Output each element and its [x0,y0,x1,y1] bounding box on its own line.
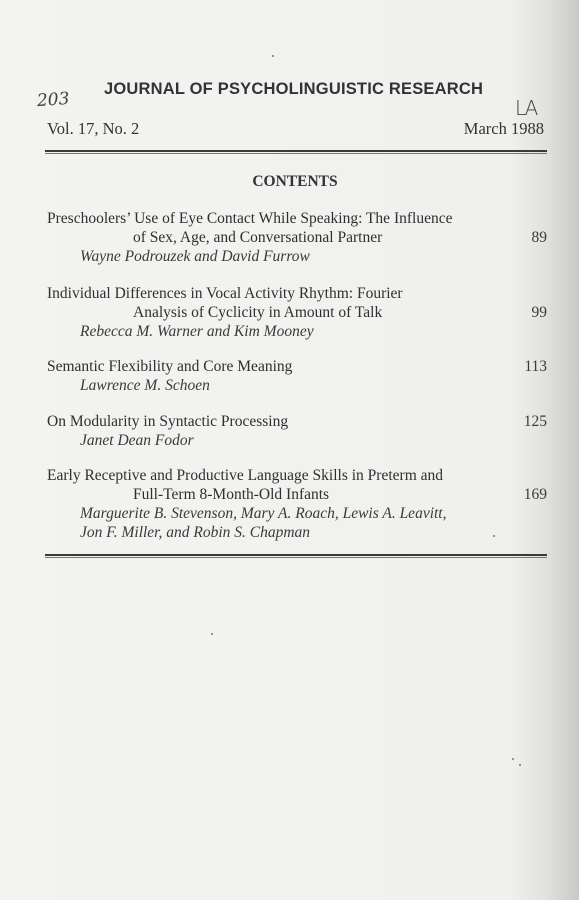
entry-page-number: 99 [531,304,547,321]
entry-title-line: On Modularity in Syntactic Processing [47,413,289,430]
entry-page-number: 113 [524,358,547,375]
entry-authors: Lawrence M. Schoen [80,377,210,394]
scan-speck [272,55,274,57]
toc-entry [47,209,547,266]
entry-authors: Jon F. Miller, and Robin S. Chapman [80,524,311,541]
entry-authors: Marguerite B. Stevenson, Mary A. Roach, Lewis A. Leavitt, [80,505,447,522]
volume-issue: Vol. 17, No. 2 [47,119,140,138]
toc-entry [47,284,547,341]
bottom-rule-thin [45,557,547,558]
contents-heading: CONTENTS [252,173,338,190]
journal-title: JOURNAL OF PSYCHOLINGUISTIC RESEARCH [104,80,484,98]
entry-page-number: 169 [523,486,547,503]
toc-entry [47,412,547,450]
entry-title-line: Analysis of Cyclicity in Amount of Talk [133,304,383,321]
toc-entry [47,357,547,395]
entry-title-line: Preschoolers’ Use of Eye Contact While Speaking: The Influence [47,210,453,227]
entry-title-line: Semantic Flexibility and Core Meaning [47,358,293,375]
entry-authors: Janet Dean Fodor [80,432,194,449]
entry-title-line: of Sex, Age, and Conversational Partner [133,229,383,246]
entry-title-line: Full-Term 8-Month-Old Infants [133,486,330,503]
top-rule [45,150,547,152]
entry-authors: Wayne Podrouzek and David Furrow [80,248,310,265]
handwritten-note-left: 203 [36,88,71,112]
entry-page-number: 89 [531,229,547,246]
bottom-rule [45,554,547,556]
scan-speck [512,758,514,760]
issue-date: March 1988 [463,119,544,138]
entry-authors: Rebecca M. Warner and Kim Mooney [80,323,314,340]
scan-speck [493,535,495,537]
handwritten-note-right: LA [515,96,537,120]
entry-title-line: Individual Differences in Vocal Activity Rhythm: Fourier [47,285,403,302]
entry-page-number: 125 [523,413,547,430]
top-rule-thin [45,153,547,154]
scan-speck [519,764,521,766]
scan-speck [211,633,213,635]
toc-entry [47,466,547,542]
entry-title-line: Early Receptive and Productive Language Skills in Preterm and [47,467,443,484]
